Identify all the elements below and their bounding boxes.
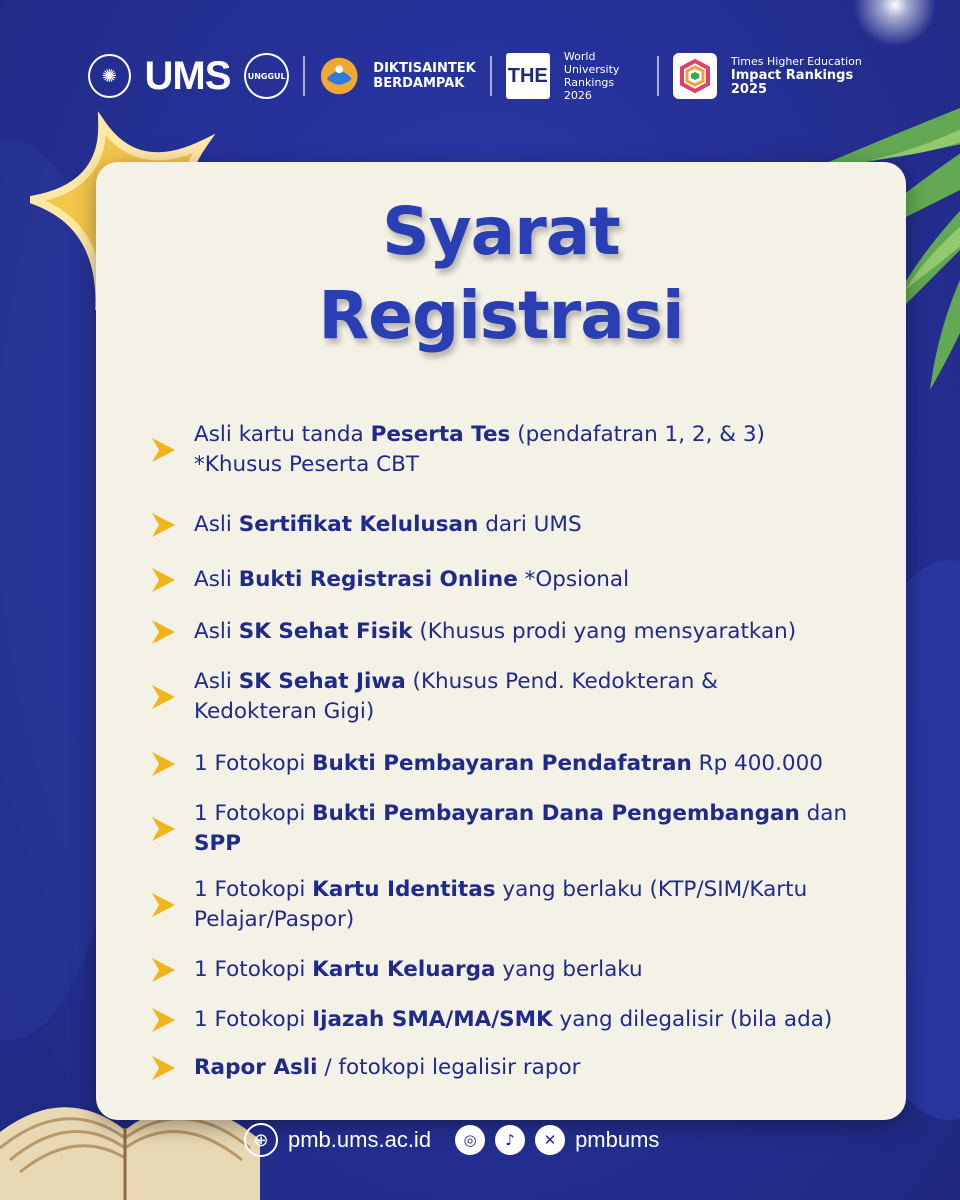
footer <box>244 1122 659 1158</box>
unggul-badge: UNGGUL <box>244 53 288 99</box>
header-logos <box>88 48 888 104</box>
chevron-right-icon <box>148 749 178 779</box>
list-item: 1 Fotokopi Ijazah SMA/MA/SMK yang dilegalisir (bila ada) <box>148 1005 908 1035</box>
divider <box>303 56 305 96</box>
chevron-right-icon <box>148 890 178 920</box>
tiktok-icon[interactable]: ♪ <box>495 1125 525 1155</box>
chevron-right-icon <box>148 565 178 595</box>
divider <box>490 56 492 96</box>
chevron-right-icon <box>148 814 178 844</box>
globe-icon: ⊕ <box>244 1123 278 1157</box>
list-item: Asli Bukti Registrasi Online *Opsional <box>148 565 908 595</box>
list-item: Asli kartu tanda Peserta Tes (pendafatran 1, 2, & 3) *Khusus Peserta CBT <box>148 420 908 480</box>
x-icon[interactable]: ✕ <box>535 1125 565 1155</box>
requirements-card <box>96 162 906 1120</box>
instagram-icon[interactable]: ◎ <box>455 1125 485 1155</box>
divider <box>657 56 659 96</box>
ums-logo: UMS <box>144 53 231 98</box>
the-logo: THE <box>506 53 550 99</box>
page-title: Syarat Registrasi <box>318 193 684 354</box>
the-rankings-text: World University Rankings 2026 <box>563 50 620 102</box>
impact-rankings-text: Times Higher Education Impact Rankings 2025 <box>730 55 862 97</box>
website-link[interactable]: pmb.ums.ac.id <box>288 1127 432 1152</box>
chevron-right-icon <box>148 1005 178 1035</box>
list-item: Asli Sertifikat Kelulusan dari UMS <box>148 510 908 540</box>
social-handle[interactable]: pmbums <box>575 1127 660 1152</box>
diktisaintek-logo: DIKTISAINTEK BERDAMPAK <box>373 61 476 91</box>
university-seal-icon: ✺ <box>88 54 131 98</box>
chevron-right-icon <box>148 682 178 712</box>
list-item: Asli SK Sehat Fisik (Khusus prodi yang mensyaratkan) <box>148 617 908 647</box>
list-item: 1 Fotokopi Kartu Identitas yang berlaku (KTP/SIM/Kartu Pelajar/Paspor) <box>148 875 908 935</box>
chevron-right-icon <box>148 510 178 540</box>
requirements-list <box>148 420 908 1083</box>
list-item: 1 Fotokopi Bukti Pembayaran Pendafatran Rp 400.000 <box>148 749 908 779</box>
diktisaintek-icon <box>319 55 359 97</box>
chevron-right-icon <box>148 435 178 465</box>
impact-rankings-icon <box>673 53 717 99</box>
sparkle-decoration <box>850 0 940 50</box>
list-item: Asli SK Sehat Jiwa (Khusus Pend. Kedokteran & Kedokteran Gigi) <box>148 667 908 727</box>
list-item: 1 Fotokopi Bukti Pembayaran Dana Pengembangan dan SPP <box>148 799 908 859</box>
chevron-right-icon <box>148 955 178 985</box>
chevron-right-icon <box>148 617 178 647</box>
list-item: Rapor Asli / fotokopi legalisir rapor <box>148 1053 908 1083</box>
chevron-right-icon <box>148 1053 178 1083</box>
list-item: 1 Fotokopi Kartu Keluarga yang berlaku <box>148 955 908 985</box>
